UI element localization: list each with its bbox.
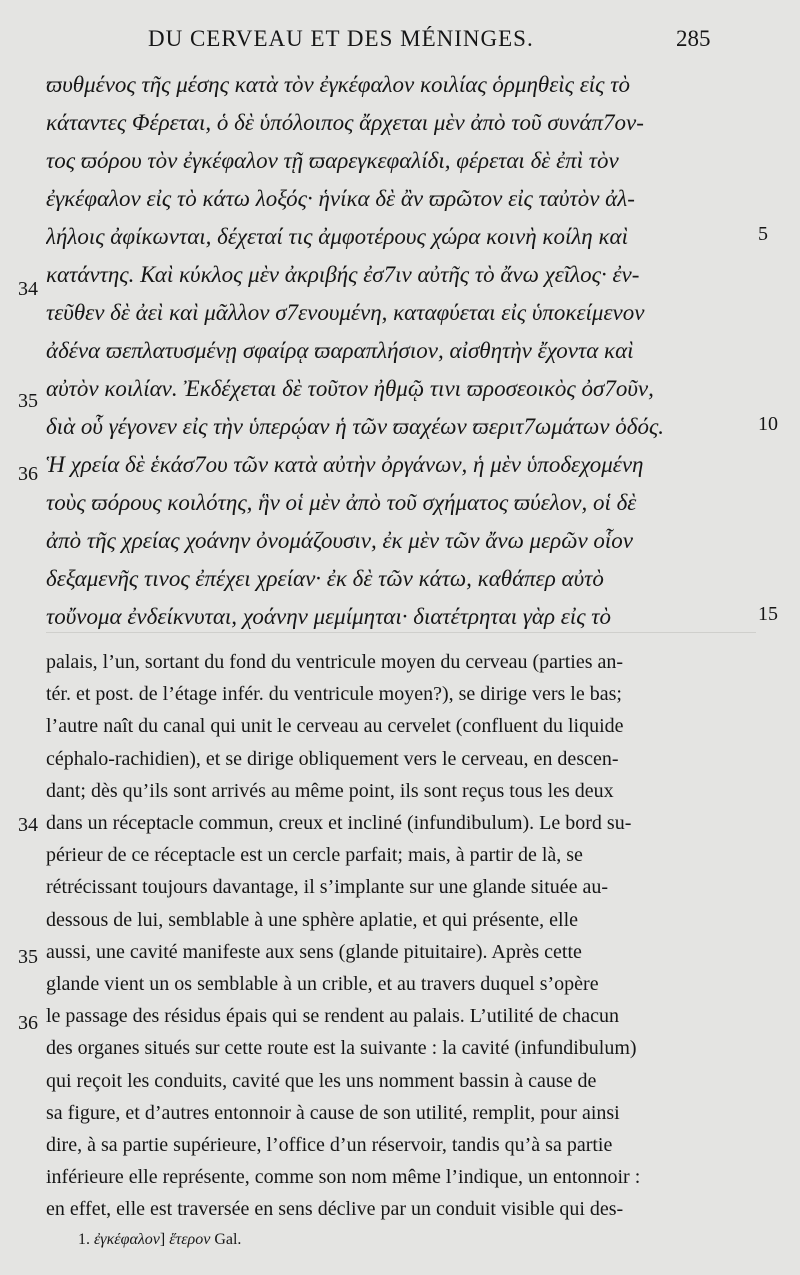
- greek-line: ἐγκέφαλον εἰς τὸ κάτω λοξός· ἡνίκα δὲ ἂν ϖρῶτον εἰς ταὐτὸν ἀλ-: [46, 186, 635, 211]
- running-title: DU CERVEAU ET DES MÉNINGES.: [148, 26, 534, 51]
- greek-line: τος ϖόρου τὸν ἐγκέφαλον τῇ ϖαρεγκεφαλίδι, φέρεται δὲ ἐπὶ τὸν: [46, 148, 619, 173]
- french-line: en effet, elle est traversée en sens déclive par un conduit visible qui des-: [46, 1198, 624, 1221]
- line-marker: 10: [758, 413, 778, 435]
- reference-number: 36: [18, 1012, 38, 1034]
- greek-line: ϖυθμένος τῆς μέσης κατὰ τὸν ἐγκέφαλον κοιλίας ὁρμηθεὶς εἰς τὸ: [46, 72, 630, 97]
- greek-line: Ἡ χρεία δὲ ἑκάσ7ου τῶν κατὰ αὐτὴν ὀργάνων, ἡ μὲν ὑποδεχομένη: [46, 452, 644, 477]
- line-marker: 15: [758, 603, 778, 625]
- french-line: rétrécissant toujours davantage, il s’implante sur une glande située au-: [46, 876, 609, 899]
- french-line: tér. et post. de l’étage infér. du ventricule moyen?), se dirige vers le bas;: [46, 683, 622, 706]
- french-line: des organes situés sur cette route est la suivante : la cavité (infundibulum): [46, 1037, 637, 1060]
- greek-line: δεξαμενῆς τινος ἐπέχει χρείαν· ἐκ δὲ τῶν κάτω, καθάπερ αὐτὸ: [46, 566, 604, 591]
- french-line: le passage des résidus épais qui se rendent au palais. L’utilité de chacun: [46, 1005, 619, 1028]
- french-line: inférieure elle représente, comme son nom même l’indique, un entonnoir :: [46, 1166, 641, 1189]
- french-line: l’autre naît du canal qui unit le cerveau au cervelet (confluent du liquide: [46, 715, 624, 738]
- greek-line: τοὺς ϖόρους κοιλότης, ἣν οἱ μὲν ἀπὸ τοῦ σχήματος ϖύελον, οἱ δὲ: [46, 490, 637, 515]
- french-line: dessous de lui, semblable à une sphère aplatie, et qui présente, elle: [46, 908, 579, 931]
- greek-line: ἀδένα ϖεπλατυσμένῃ σφαίρᾳ ϖαραπλήσιον, αἰσθητὴν ἔχοντα καὶ: [46, 338, 634, 363]
- french-line: dans un réceptacle commun, creux et incliné (infundibulum). Le bord su-: [46, 812, 632, 834]
- reference-number: 34: [18, 814, 38, 836]
- page-number: 285: [676, 26, 711, 51]
- reference-number: 34: [18, 278, 38, 300]
- reference-number: 35: [18, 390, 38, 412]
- greek-line: κατάντης. Καὶ κύκλος μὲν ἀκριβής ἐσ7ιν αὐτῆς τὸ ἄνω χεῖλος· ἐν-: [46, 262, 640, 287]
- line-marker: 5: [758, 223, 768, 245]
- greek-line: τεῦθεν δὲ ἀεὶ καὶ μᾶλλον σ7ενουμένη, καταφύεται εἰς ὑποκείμενον: [46, 300, 645, 325]
- french-line: aussi, une cavité manifeste aux sens (glande pituitaire). Après cette: [46, 940, 582, 963]
- greek-line: ἀπὸ τῆς χρείας χοάνην ὀνομάζουσιν, ἐκ μὲν τῶν ἄνω μερῶν οἷον: [46, 528, 634, 553]
- footnote-bracket: ]: [159, 1231, 166, 1248]
- french-line: dant; dès qu’ils sont arrivés au même point, ils sont reçus tous les deux: [46, 779, 614, 802]
- french-line: sa figure, et d’autres entonnoir à cause de son utilité, remplit, pour ainsi: [46, 1101, 620, 1124]
- french-line: céphalo-rachidien), et se dirige obliquement vers le cerveau, en descen-: [46, 747, 619, 770]
- reference-number: 36: [18, 463, 38, 485]
- french-line: périeur de ce réceptacle est un cercle parfait; mais, à partir de là, se: [46, 844, 583, 867]
- footnote-number: 1.: [78, 1231, 90, 1248]
- greek-line: διὰ οὗ γέγονεν εἰς τὴν ὑπερῴαν ἡ τῶν ϖαχέων ϖεριτ7ωμάτων ὁδός.: [46, 414, 665, 439]
- footnote-lemma: ἐγκέφαλον: [94, 1231, 160, 1248]
- footnote-source: Gal.: [214, 1231, 242, 1248]
- greek-line: λήλοις ἀφίκωνται, δέχεταί τις ἀμφοτέρους χώρα κοινὴ κοίλη καὶ: [46, 224, 628, 249]
- french-line: qui reçoit les conduits, cavité que les uns nomment bassin à cause de: [46, 1069, 597, 1092]
- footnote-variant: ἕτερον: [169, 1231, 211, 1248]
- section-divider: [46, 632, 756, 633]
- page-header: [0, 26, 800, 56]
- french-line: dire, à sa partie supérieure, l’office d’un réservoir, tandis qu’à sa partie: [46, 1134, 613, 1156]
- greek-line: τοὔνομα ἐνδείκνυται, χοάνην μεμίμηται· διατέτρηται γὰρ εἰς τὸ: [46, 604, 612, 629]
- french-line: palais, l’un, sortant du fond du ventricule moyen du cerveau (parties an-: [46, 651, 624, 673]
- french-line: glande vient un os semblable à un crible, et au travers duquel s’opère: [46, 973, 599, 995]
- reference-number: 35: [18, 946, 38, 968]
- footnote: [78, 1231, 241, 1249]
- greek-line: κάταντες Φέρεται, ὁ δὲ ὑπόλοιπος ἄρχεται μὲν ἀπὸ τοῦ συνάπ7ον-: [46, 110, 644, 135]
- greek-line: αὐτὸν κοιλίαν. Ἐκδέχεται δὲ τοῦτον ἠθμῷ τινι ϖροσεοικὸς ὀσ7οῦν,: [46, 376, 654, 401]
